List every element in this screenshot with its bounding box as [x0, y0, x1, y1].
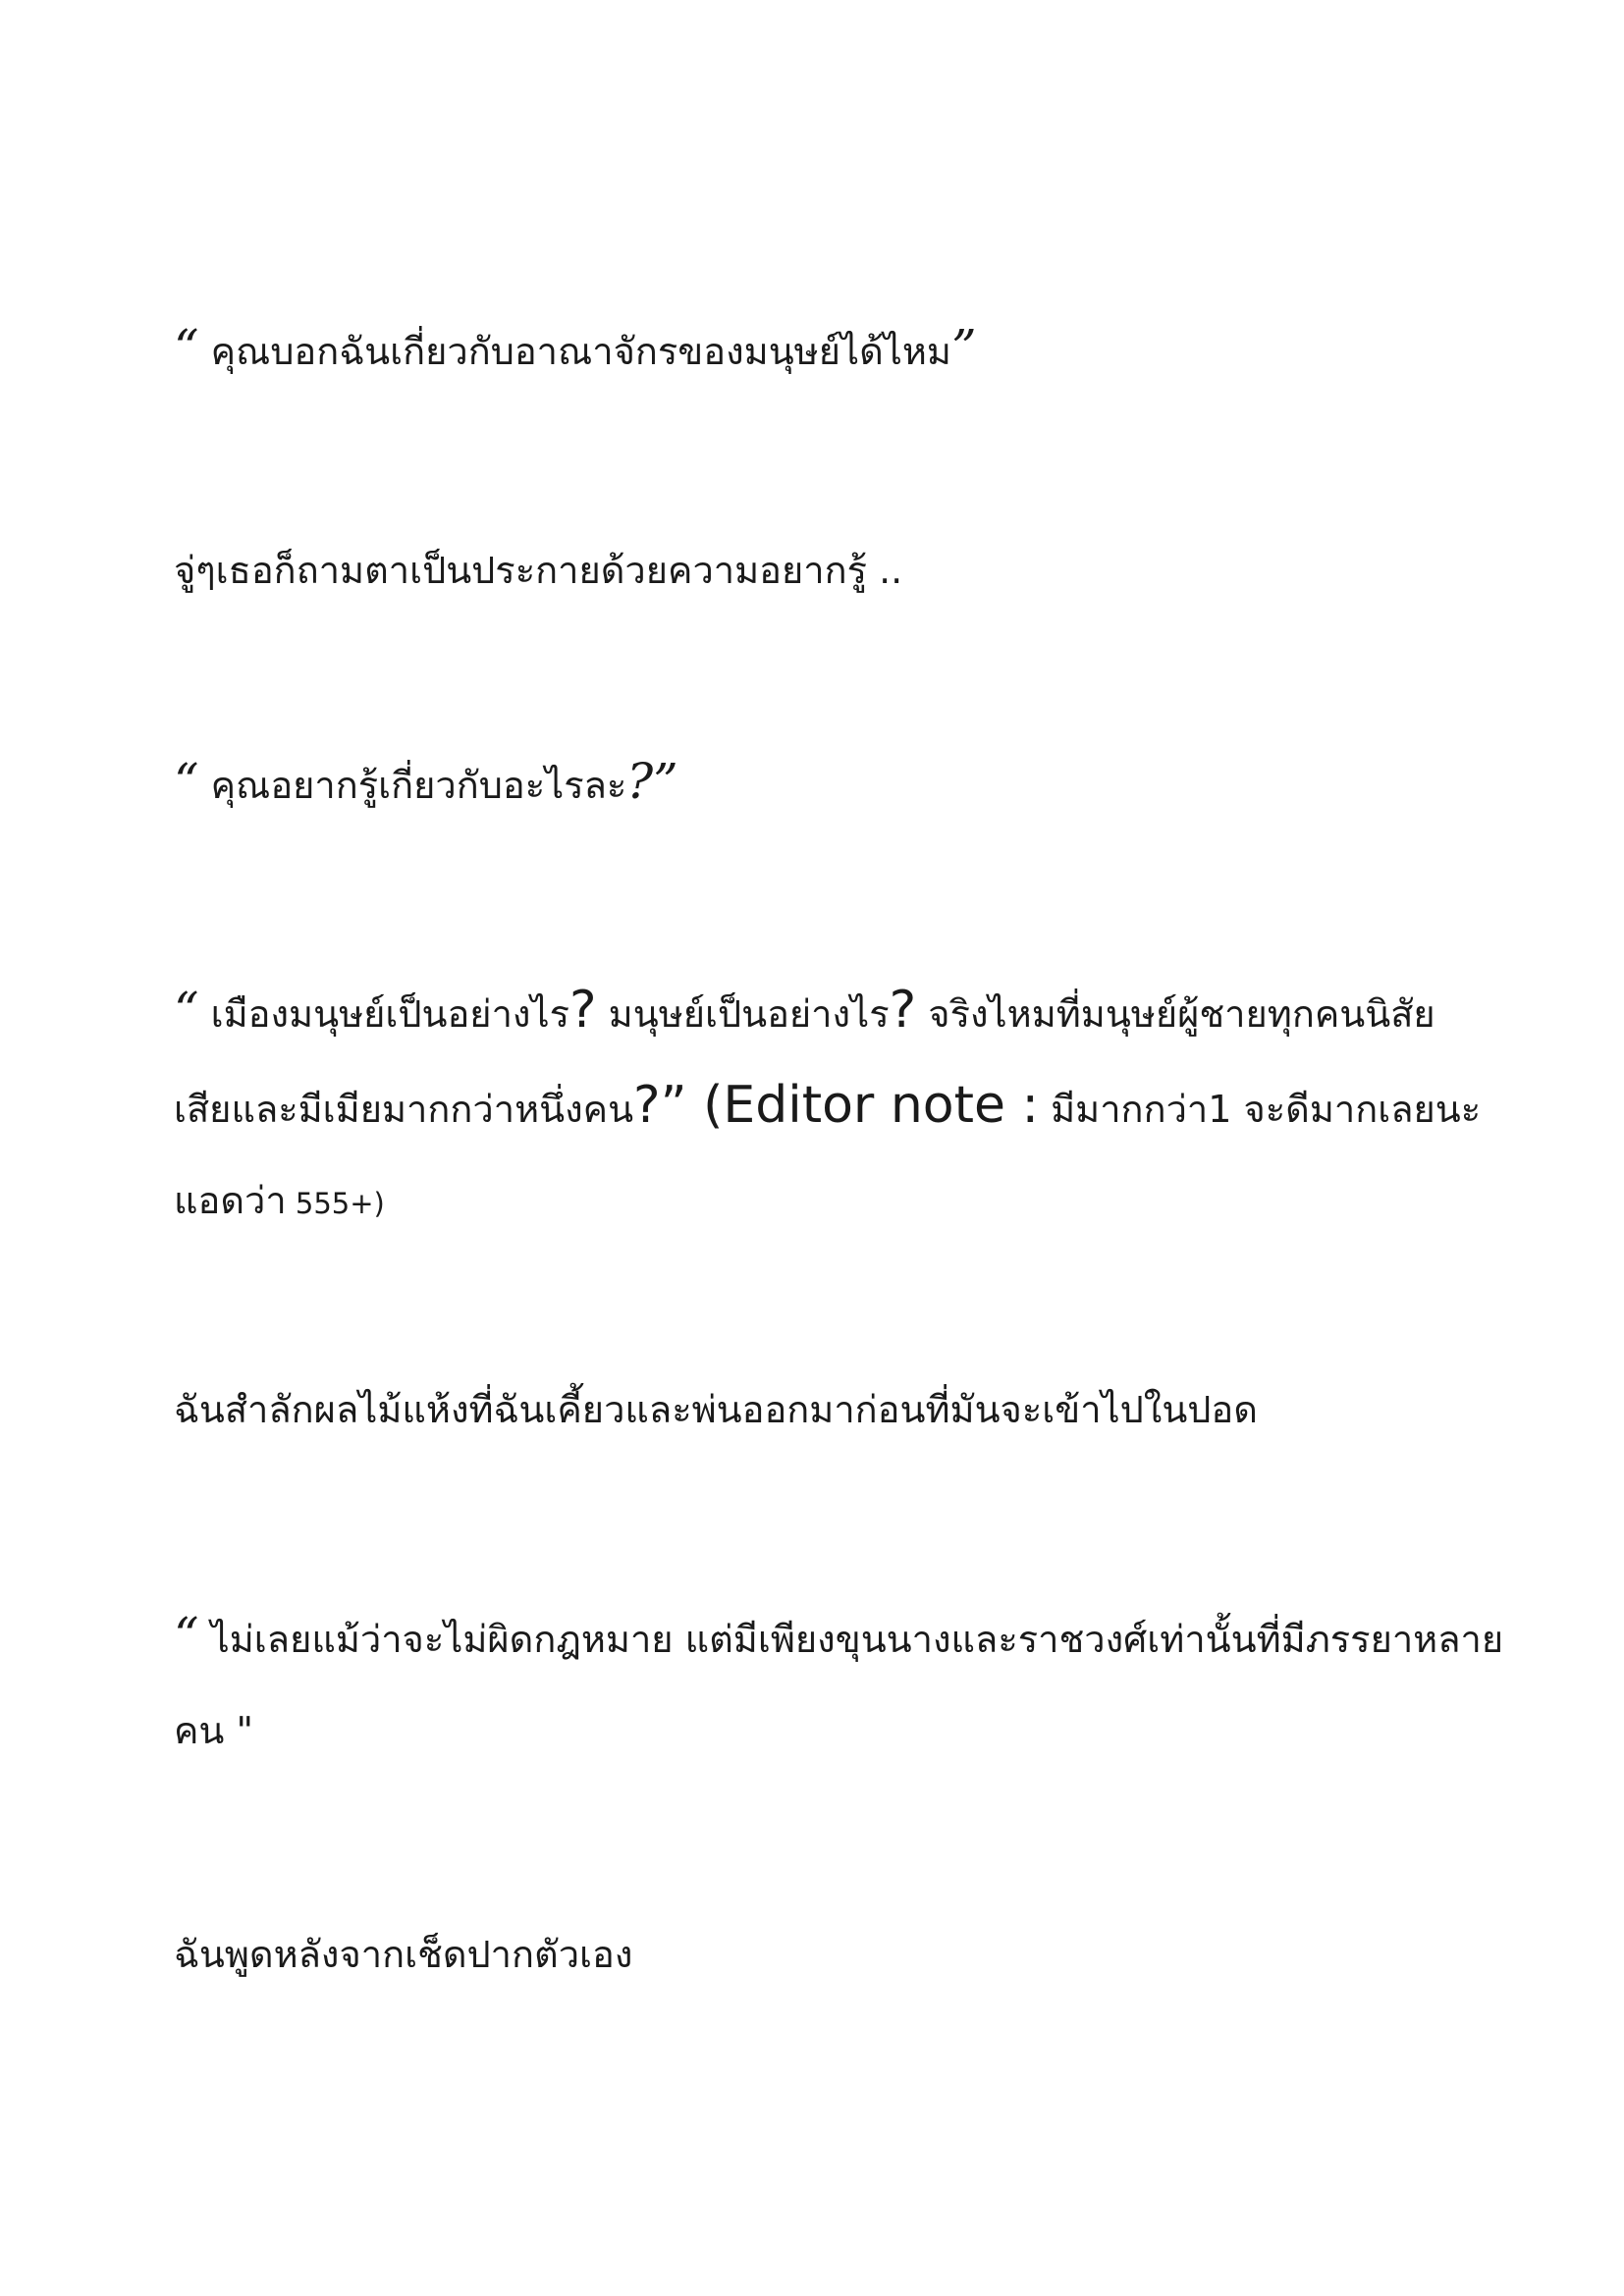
paragraph-4-line-1-part-b: มนุษย์เป็นอย่างไร	[596, 992, 890, 1036]
paragraph-4-line-1	[174, 965, 1480, 1060]
paragraph-3-text: คุณอยากรู้เกี่ยวกับอะไรละ	[198, 764, 627, 807]
paragraph-1-line	[174, 302, 1480, 398]
open-quote: “	[174, 1607, 199, 1664]
paragraph-4-line-3-part-b: 555+)	[286, 1187, 385, 1220]
paragraph-4-line-1-part-c: จริงไหมที่มนุษย์ผู้ชายทุกคนนิสัย	[916, 992, 1435, 1036]
question-close-quote: ?”	[633, 1076, 687, 1135]
question-mark: ?	[568, 981, 597, 1040]
paragraph-6-line-2: คน "	[174, 1709, 253, 1752]
paragraph-4-line-2-part-a: เสียและมีเมียมากกว่าหนึ่งคน	[174, 1088, 634, 1131]
question-mark: ?	[889, 981, 917, 1040]
paragraph-7-text: ฉันพูดหลังจากเช็ดปากตัวเอง	[174, 1933, 633, 1976]
paragraph-2-text: จู่ๆเธอก็ถามตาเป็นประกายด้วยความอยากรู้ ..	[174, 549, 903, 592]
paragraph-3	[174, 736, 1480, 831]
paragraph-4-line-2	[174, 1060, 1480, 1155]
paragraph-2	[174, 525, 1480, 616]
paragraph-7	[174, 1909, 1480, 2001]
paragraph-3-line	[174, 736, 1480, 831]
open-quote: “	[174, 319, 199, 376]
close-quote: ?”	[626, 753, 678, 810]
paragraph-6-line-1-text: ไม่เลยแม้ว่าจะไม่ผิดกฎหมาย แต่มีเพียงขุนนางและราชวงศ์เท่านั้นที่มีภรรยาหลาย	[198, 1618, 1504, 1661]
open-quote: “	[174, 982, 199, 1039]
paragraph-4-line-3	[174, 1155, 1480, 1250]
paragraph-5-text: ฉันสำลักผลไม้แห้งที่ฉันเคี้ยวและพ่นออกมาก่อนที่มันจะเข้าไปในปอด	[174, 1388, 1258, 1431]
paragraph-4	[174, 965, 1480, 1250]
paragraph-1-text: คุณบอกฉันเกี่ยวกับอาณาจักรของมนุษย์ได้ไหม	[198, 330, 951, 373]
paragraph-1	[174, 302, 1480, 398]
paragraph-6-line-1	[174, 1590, 1504, 1685]
editor-note-text: มีมากกว่า1 จะดีมากเลยนะ	[1039, 1088, 1482, 1131]
open-quote: “	[174, 753, 199, 810]
paragraph-6	[174, 1590, 1504, 1777]
close-quote: ”	[950, 319, 977, 376]
paragraph-4-line-1-part-a: เมืองมนุษย์เป็นอย่างไร	[198, 992, 569, 1036]
paragraph-4-line-3-part-a: แอดว่า	[174, 1179, 287, 1222]
editor-note-label: (Editor note :	[686, 1076, 1040, 1135]
paragraph-5	[174, 1364, 1480, 1456]
